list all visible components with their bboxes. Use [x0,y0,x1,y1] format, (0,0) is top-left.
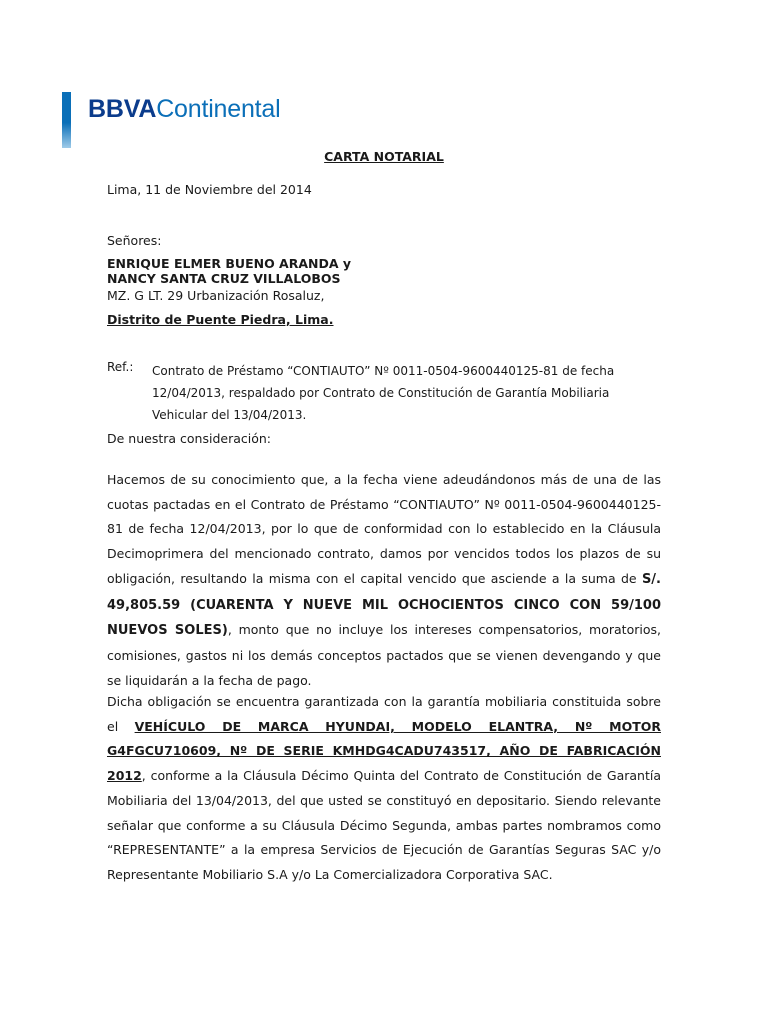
recipient-name-2: NANCY SANTA CRUZ VILLALOBOS [107,271,341,286]
debt-amount: S/. 49,805.59 (CUARENTA Y NUEVE MIL OCHOCIENTOS CINCO CON 59/100 NUEVOS SOLES) [107,571,661,639]
ref-text: Contrato de Préstamo “CONTIAUTO” Nº 0011-0504-9600440125-81 de fecha 12/04/2013, respaldado por Contrato de Constitución de Garantía Mobiliaria Vehicular del 13/04/2013. [152,364,615,422]
paragraph-2-text-a: Dicha obligación se encuentra garantizada con la garantía mobiliaria constituida sobre el [107,694,661,734]
paragraph-2-text-b: , conforme a la Cláusula Décimo Quinta del Contrato de Constitución de Garantía Mobiliaria del 13/04/2013, del que usted se constituyó en depositario. Siendo relevante señalar que conforme a su Cláusula Décimo Segunda, ambas partes nombramos como “REPRESENTANTE” a la empresa Servicios de Ejecución de Garantías Seguras SAC y/o Representante Mobiliario S.A y/o La Comercializadora Corporativa SAC. [107,768,661,882]
paragraph-1-text-a: Hacemos de su conocimiento que, a la fecha viene adeudándonos más de una de las cuotas pactadas en el Contrato de Préstamo “CONTIAUTO” Nº 0011-0504-9600440125-81 de fecha 12/04/2013, por lo que de conformidad con lo establecido en la Cláusula Decimoprimera del mencionado contrato, damos por vencidos todos los plazos de su obligación, resultando la misma con el capital vencido que asciende a la suma de [107,472,661,586]
date-line: Lima, 11 de Noviembre del 2014 [107,182,312,197]
vehicle-description: VEHÍCULO DE MARCA HYUNDAI, MODELO ELANTRA, Nº MOTOR G4FGCU710609, Nº DE SERIE KMHDG4CADU743517, AÑO DE FABRICACIÓN 2012 [107,718,661,784]
salutation: Señores: [107,233,162,248]
bbva-continental-logo [62,92,322,148]
paragraph-debt-notice [107,468,661,693]
logo-wordmark [88,94,280,124]
ref-label: Ref.: [107,360,134,374]
logo-brand: BBVA [88,95,157,123]
logo-name: Continental [156,95,281,123]
logo-accent-bar [62,92,71,148]
recipient-name-1: ENRIQUE ELMER BUENO ARANDA y [107,256,352,271]
paragraph-1-text-b: , monto que no incluye los intereses compensatorios, moratorios, comisiones, gastos ni los demás conceptos pactados que se vienen devengando y que se liquidarán a la fecha de pago. [107,622,661,688]
paragraph-guarantee [107,690,661,888]
recipient-address: MZ. G LT. 29 Urbanización Rosaluz, [107,288,325,303]
recipient-district: Distrito de Puente Piedra, Lima. [107,312,334,327]
greeting: De nuestra consideración: [107,431,271,446]
document-title: CARTA NOTARIAL [324,149,444,164]
